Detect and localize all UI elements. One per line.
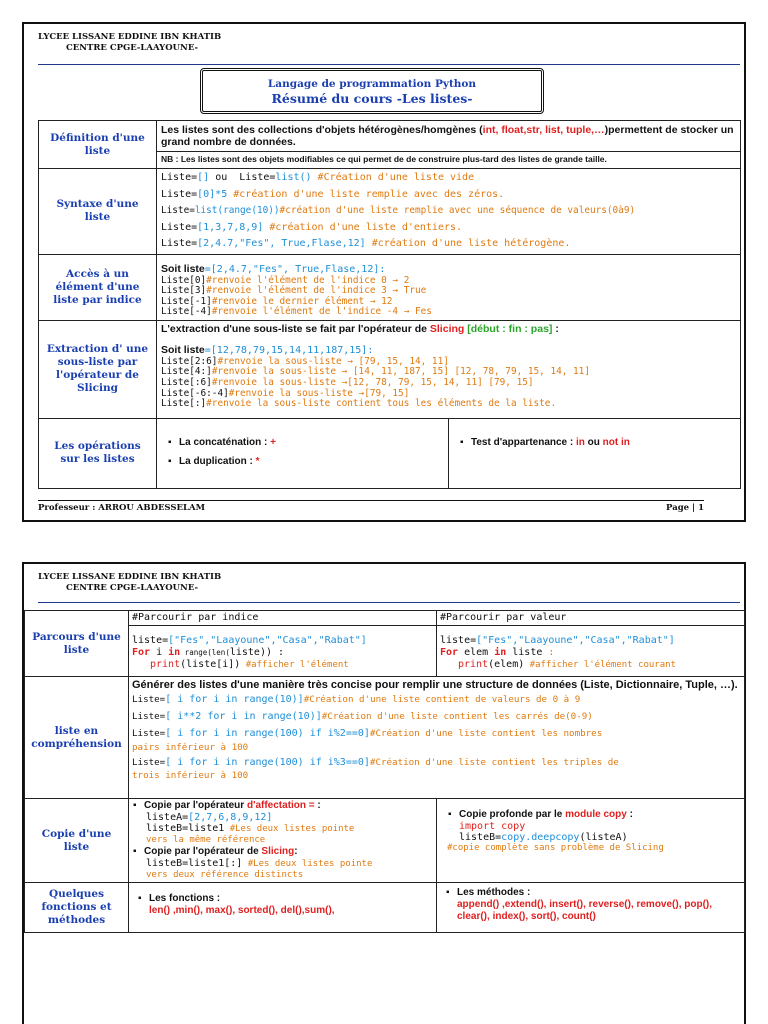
pv-e1: For [440, 647, 459, 658]
parcours-value-line-1 [440, 635, 741, 647]
copy-c3a: listeB=liste1 [146, 823, 225, 834]
copy-c2a: listeA= [146, 812, 189, 823]
op-test-or: ou [584, 436, 603, 448]
copy-deep-code [447, 821, 734, 843]
syntax-l3c: #création d'une liste remplie avec une séquence de valeurs(0à9) [279, 205, 636, 216]
op-duplication [167, 456, 438, 468]
slicing-r3a: Liste[:6] [161, 377, 212, 389]
access-r1b: #renvoie l'élément de l'indice 0 → 2 [206, 274, 410, 286]
comp-l1c: #Création d'une liste contient de valeurs de 0 à 9 [303, 694, 581, 705]
syntax-line-2 [161, 187, 736, 204]
label-access: Accès à un élément d'une liste par indice [39, 254, 157, 320]
copy-d3a: listeB= [459, 832, 502, 843]
definition-part-b: )permettent de stocker un grand nombre de données. [161, 124, 734, 148]
pv-e5: : [548, 647, 555, 658]
school-header-2 [38, 572, 221, 594]
access-line-4 [161, 307, 736, 318]
header-rule [38, 64, 740, 65]
access-soit-value: =[2,4.7,"Fes", True,Flase,12]: [204, 263, 386, 275]
syntax-l4b: [1,3,7,8,9] [197, 221, 264, 233]
row-parcours [25, 611, 745, 677]
functions-title: ▪ Les fonctions : [137, 893, 428, 905]
slicing-r1a: Liste[2:6] [161, 355, 218, 367]
copy-d1a: Copie profonde par le [459, 809, 566, 820]
syntax-line-5 [161, 236, 736, 253]
syntax-l4a: Liste= [161, 221, 198, 233]
slicing-soit-value: =[12,78,79,15,14,11,187,15]: [204, 344, 374, 356]
copy-c4: vers la même référence [146, 835, 266, 845]
copy-c6a: listeB=liste1[:] [146, 858, 243, 869]
page-1 [22, 22, 746, 522]
comp-l4b: [ i for i in range(100) if i%3==0] [165, 757, 370, 768]
pi-b5: liste [229, 647, 260, 658]
comp-line-3 [132, 725, 741, 742]
copy-c5a: Copie par l'opérateur de [144, 846, 262, 857]
comp-l2c: #Création d'une liste contient les carrés de(0-9) [321, 711, 593, 722]
syntax-l1a: Liste= [161, 172, 198, 183]
parcours-index-code [132, 635, 433, 671]
definition-types: int, float,str, list, tuple,… [482, 124, 605, 136]
functions-cell [129, 883, 437, 933]
comp-l1b: [ i for i in range(10)] [165, 694, 304, 705]
slicing-r3b: #renvoie la sous-liste →[12, 78, 79, 15, 14, 11] [79, 15] [211, 377, 534, 389]
copy-c1a: Copie par l'opérateur [144, 800, 247, 811]
copy-c5b: Slicing [261, 846, 295, 857]
comp-l2a: Liste= [132, 711, 166, 722]
parcours-index-line-3 [132, 659, 433, 671]
copy-slice-list [132, 846, 433, 858]
school-center-2: CENTRE CPGE-LAAYOUNE- [66, 583, 198, 593]
title-box [200, 68, 544, 114]
copy-line-a [146, 812, 433, 823]
slicing-intro-c: [début : fin : pas] [464, 322, 553, 335]
copy-assign-title [132, 800, 433, 812]
slicing-code [161, 357, 736, 410]
definition-cell [157, 121, 741, 169]
pv-d1: liste= [440, 635, 477, 646]
methods-title: ▪ Les méthodes : [445, 887, 736, 899]
operations-cell-right [449, 418, 741, 488]
access-r4b: #renvoie l'élément de l'indice -4 → Fes [211, 306, 432, 318]
syntax-l1e: #Création d'une liste vide [311, 172, 475, 183]
syntax-l5b: [2,4.7,"Fes", True,Flase,12] [197, 238, 366, 249]
pv-d2: ["Fes","Laayoune","Casa","Rabat"] [476, 635, 675, 646]
comp-l4c: #Création d'une liste contient les triples de [369, 757, 619, 768]
row-operations [39, 418, 741, 488]
methods-list [445, 887, 736, 899]
slicing-intro-b: Slicing [429, 322, 465, 335]
copy-slice-title [132, 846, 433, 858]
syntax-line-3 [161, 203, 736, 220]
parcours-index-divider [129, 625, 436, 626]
comp-line-1 [132, 691, 741, 708]
access-r2a: Liste[3] [161, 285, 207, 297]
row-syntax [39, 169, 741, 255]
pv-e3: in [494, 647, 507, 658]
copy-assign-code [132, 812, 433, 846]
pi-c1: print [150, 659, 181, 670]
syntax-l5a: Liste= [161, 238, 198, 249]
access-soit-label: Soit liste [161, 262, 205, 275]
comprehension-code [132, 691, 741, 781]
pi-b2: i [150, 647, 169, 658]
school-name: LYCEE LISSANE EDDINE IBN KHATIB [38, 32, 222, 42]
row-copy [25, 799, 745, 883]
row-comprehension [25, 677, 745, 799]
definition-note-wrap [157, 151, 740, 164]
comp-line-2 [132, 708, 741, 725]
syntax-l1d: list() [275, 172, 312, 183]
slicing-r5a: Liste[:] [161, 398, 207, 410]
label-definition: Définition d'une liste [39, 121, 157, 169]
comp-l3a: Liste= [132, 728, 166, 739]
parcours-index-line-1 [132, 635, 433, 647]
op-concat-label: La concaténation : [179, 436, 271, 448]
access-soit [161, 257, 736, 276]
row-definition [39, 121, 741, 169]
op-dup-label: La duplication : [179, 455, 256, 467]
slicing-r2a: Liste[4:] [161, 366, 212, 378]
access-r2b: #renvoie l'élément de l'indice 3 → True [206, 285, 427, 297]
slicing-r1b: #renvoie la sous-liste → [79, 15, 14, 11] [217, 355, 449, 367]
syntax-cell [157, 169, 741, 255]
slicing-soit-label: Soit liste [161, 343, 205, 356]
syntax-l2b: [0]*5 [197, 188, 228, 200]
copy-d4: #copie complète sans problème de Slicing [447, 843, 664, 853]
operations-list [167, 437, 438, 468]
definition-text [161, 124, 736, 148]
syntax-l1c: ou Liste= [209, 172, 276, 183]
school-header [38, 32, 221, 54]
op-concatenation [167, 437, 438, 449]
pv-f2: (elem) [488, 659, 525, 670]
access-code [161, 276, 736, 318]
parcours-value-line-2 [440, 647, 741, 659]
copy-deep-list [447, 809, 734, 821]
header-rule-2 [38, 602, 740, 603]
label-copy: Copie d'une liste [25, 799, 129, 883]
comp-l1a: Liste= [132, 694, 166, 705]
membership-list [459, 437, 730, 449]
copy-c2b: [2,7,6,8,9,12] [188, 812, 273, 823]
course-title: Langage de programmation Python [267, 78, 477, 90]
copy-deep-title [447, 809, 734, 821]
slicing-intro-a: L'extraction d'une sous-liste se fait par l'opérateur de [161, 322, 430, 335]
definition-note: NB : Les listes sont des objets modifiables ce qui permet de de construire plus-tard des listes de grande taille. [161, 154, 607, 164]
access-r1a: Liste[0] [161, 274, 207, 286]
slicing-line-5 [161, 399, 736, 410]
syntax-code [161, 170, 736, 253]
school-name-2: LYCEE LISSANE EDDINE IBN KHATIB [38, 572, 222, 582]
parcours-index-cell [129, 611, 437, 677]
syntax-l1b: [] [197, 172, 210, 183]
slicing-r2b: #renvoie la sous-liste → [14, 11, 187, 15] [12, 78, 79, 15, 14, 11] [211, 366, 590, 378]
parcours-value-line-3 [440, 659, 741, 671]
comp-l3c: #Création d'une liste contient les nombres [369, 728, 603, 739]
pi-a1: liste= [132, 635, 169, 646]
parcours-value-divider [437, 625, 744, 626]
pi-b4: range(len( [180, 648, 230, 657]
parcours-value-header: #Parcourir par valeur [440, 612, 567, 623]
comprehension-intro: Générer des listes d'une manière très concise pour remplir une structure de données (Liste, Dictionnaire, Tuple, …). [132, 679, 738, 691]
syntax-l5c: #création d'une liste hétérogène. [365, 238, 571, 249]
course-subtitle: Résumé du cours -Les listes- [271, 91, 473, 106]
access-r3b: #renvoie le dernier élément → 12 [211, 295, 393, 307]
comp-line-4 [132, 754, 741, 771]
slicing-soit [161, 338, 736, 357]
copy-line-b [146, 823, 433, 835]
op-membership [459, 437, 730, 449]
label-slicing: Extraction d' une sous-liste par l'opérateur de Slicing [39, 320, 157, 418]
slicing-intro [161, 323, 736, 335]
copy-slice-code [132, 858, 433, 881]
parcours-value-code [440, 635, 741, 671]
syntax-l2c: #création d'une liste remplie avec des zéros. [227, 188, 505, 200]
summary-table-2 [24, 610, 745, 933]
comp-l4a: Liste= [132, 757, 166, 768]
comprehension-cell [129, 677, 745, 799]
pv-e4: liste [506, 647, 549, 658]
page-footer [38, 500, 704, 513]
row-functions [25, 883, 745, 933]
row-slicing [39, 320, 741, 418]
pv-e2: elem [458, 647, 495, 658]
copy-cell-left [129, 799, 437, 883]
copy-d1b: module copy [565, 809, 627, 820]
methods-cell [437, 883, 745, 933]
copy-cell-right [437, 799, 745, 883]
copy-d3c: .deepcopy [525, 832, 580, 843]
copy-line-c [146, 858, 433, 870]
school-center: CENTRE CPGE-LAAYOUNE- [66, 43, 198, 53]
access-cell [157, 254, 741, 320]
pi-a2: ["Fes","Laayoune","Casa","Rabat"] [168, 635, 367, 646]
label-operations: Les opérations sur les listes [39, 418, 157, 488]
slicing-cell [157, 320, 741, 418]
comp-l3d: pairs inférieur à 100 [132, 742, 249, 753]
copy-assign-list [132, 800, 433, 812]
op-dup-symbol: * [255, 455, 260, 467]
pv-f3: #afficher l'élément courant [524, 660, 676, 670]
copy-c6b: #Les deux listes pointe [242, 859, 373, 869]
slicing-r4a: Liste[-6:-4] [161, 387, 229, 399]
methods-items: append() ,extend(), insert(), reverse(), remove(), pop(), clear(), index(), sort(), count() [457, 899, 713, 922]
parcours-value-cell [437, 611, 745, 677]
professor-name: Professeur : ARROU ABDESSELAM [38, 503, 205, 513]
comp-l4d: trois inférieur à 100 [132, 770, 249, 781]
copy-c1c: : [314, 800, 321, 811]
label-comprehension: liste en compréhension [25, 677, 129, 799]
copy-c5c: : [294, 846, 298, 857]
copy-c7: vers deux référence distincts [146, 870, 304, 880]
syntax-l4c: #création d'une liste d'entiers. [263, 221, 463, 233]
slicing-intro-d: : [552, 322, 559, 335]
pi-b1: For [132, 647, 151, 658]
label-functions: Quelques fonctions et méthodes [25, 883, 129, 933]
summary-table-1 [38, 120, 741, 489]
pi-b3: in [168, 647, 181, 658]
syntax-l2a: Liste= [161, 188, 198, 200]
slicing-r5b: #renvoie la sous-liste contient tous les éléments de la liste. [206, 398, 557, 410]
parcours-index-line-2 [132, 647, 433, 659]
op-test-label: Test d'appartenance : [471, 436, 576, 448]
op-concat-symbol: + [270, 436, 276, 448]
copy-d2: import copy [459, 821, 526, 832]
op-test-notin: not in [602, 436, 630, 448]
page-number: Page | 1 [666, 503, 704, 513]
label-syntax: Syntaxe d'une liste [39, 169, 157, 255]
comp-l2b: [ i**2 for i in range(10)] [165, 711, 322, 722]
copy-line-d [459, 832, 734, 843]
label-parcours: Parcours d'une liste [25, 611, 129, 677]
op-test-in: in [576, 436, 585, 448]
pi-c2: (liste[i]) [180, 659, 241, 670]
parcours-index-header: #Parcourir par indice [132, 612, 259, 623]
functions-items: len() ,min(), max(), sorted(), del(),sum(), [149, 905, 335, 916]
operations-cell-left [157, 418, 449, 488]
definition-part-a: Les listes sont des collections d'objets hétérogènes/homgènes ( [161, 124, 483, 136]
pi-c3: #afficher l'élément [240, 660, 349, 670]
copy-d1c: : [626, 809, 633, 820]
page-2 [22, 562, 746, 1024]
slicing-r4b: #renvoie la sous-liste →[79, 15] [228, 387, 410, 399]
pi-b6: )) : [259, 647, 285, 658]
access-r3a: Liste[-1] [161, 295, 212, 307]
functions-list [137, 893, 428, 905]
copy-c3b: #Les deux listes pointe [224, 824, 355, 834]
access-r4a: Liste[-4] [161, 306, 212, 318]
pv-f1: print [458, 659, 489, 670]
comp-l3b: [ i for i in range(100) if i%2==0] [165, 728, 370, 739]
copy-d3d: (listeA) [579, 832, 628, 843]
syntax-l3a: Liste= [161, 205, 195, 216]
syntax-line-4 [161, 220, 736, 237]
copy-c1b: d'affectation = [246, 800, 315, 811]
copy-d3b: copy [501, 832, 526, 843]
row-access [39, 254, 741, 320]
syntax-line-1 [161, 170, 736, 187]
syntax-l3b: list(range(10)) [194, 205, 280, 216]
